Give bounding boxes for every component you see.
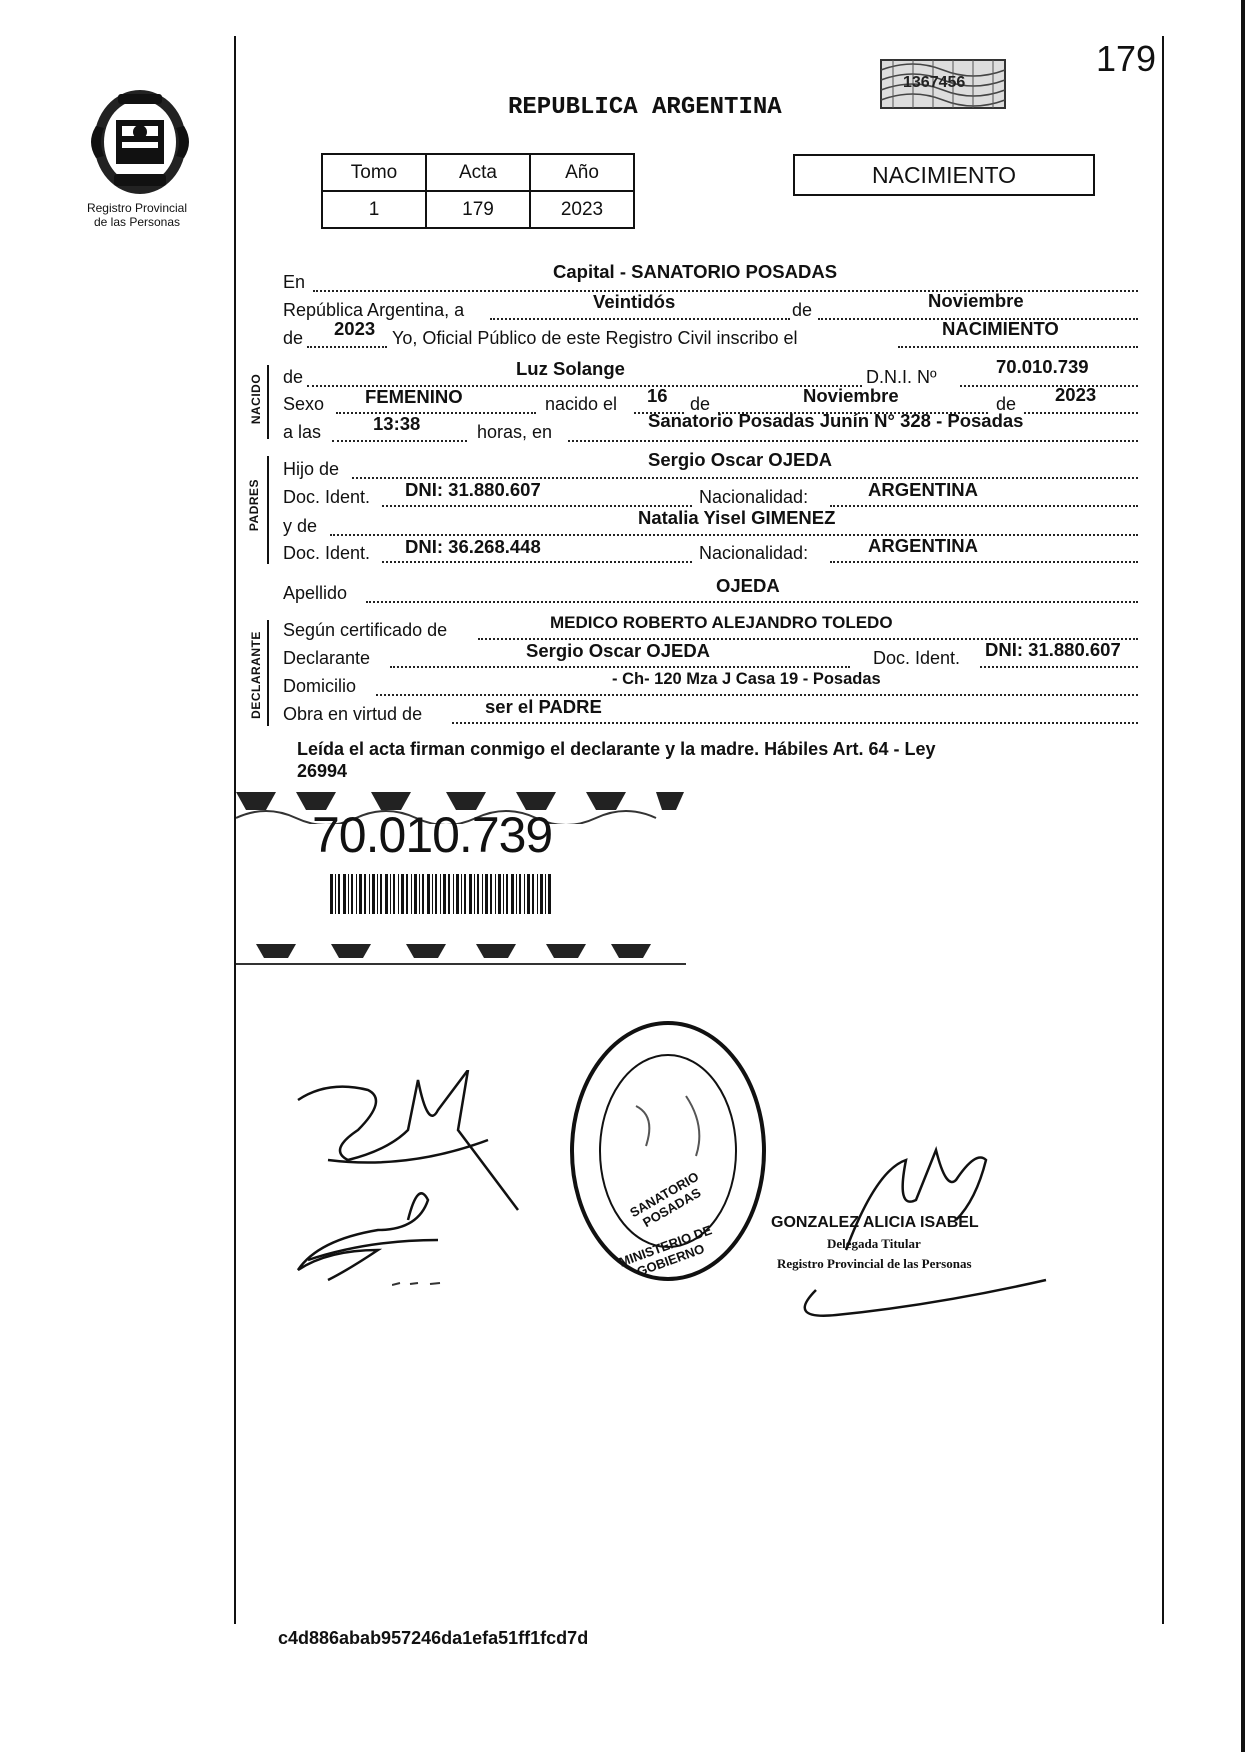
section-padres: PADRES <box>247 478 261 532</box>
acta-value: 179 <box>426 191 530 228</box>
value-en-virtud: ser el PADRE <box>485 696 602 717</box>
tomo-value: 1 <box>322 191 426 228</box>
dots <box>898 346 1138 348</box>
guilloche-band-icon <box>236 940 686 970</box>
value-hora: 13:38 <box>373 413 421 434</box>
closing-text-line2: 26994 <box>297 761 348 781</box>
dots <box>336 412 536 414</box>
value-sexo: FEMENINO <box>365 386 463 407</box>
label-dni: D.N.I. Nº <box>866 367 937 387</box>
label-yo-oficial: Yo, Oficial Público de este Registro Civil inscribo el <box>392 328 798 348</box>
pen-mark-icon <box>392 1279 452 1289</box>
section-declarante: DECLARANTE <box>249 631 263 719</box>
document-type-box: NACIMIENTO <box>793 154 1095 196</box>
dots <box>830 505 1138 507</box>
right-margin-line <box>1162 36 1164 1624</box>
anio-value: 2023 <box>530 191 634 228</box>
barcode <box>330 874 552 914</box>
province-shield-icon <box>86 86 194 198</box>
security-stamp <box>873 50 1013 114</box>
right-edge-line <box>1241 0 1245 1752</box>
label-republica: República Argentina, a <box>283 300 465 320</box>
value-acto: NACIMIENTO <box>942 318 1059 339</box>
value-dia-inscripcion: Veintidós <box>593 291 676 312</box>
label-de-anio: de <box>283 328 304 348</box>
label-y-de: y de <box>283 516 318 536</box>
label-sexo: Sexo <box>283 394 325 414</box>
section-nacido: NACIDO <box>249 373 263 425</box>
dots <box>1024 412 1138 414</box>
label-de-mes: de <box>792 300 813 320</box>
handwritten-signature-icon <box>288 1070 538 1290</box>
label-segun-certificado: Según certificado de <box>283 620 448 640</box>
value-lugar-nacimiento: Sanatorio Posadas Junín N° 328 - Posadas <box>648 410 1024 431</box>
label-nacionalidad1: Nacionalidad: <box>699 487 809 507</box>
label-declarante: Declarante <box>283 648 371 668</box>
big-id-number: 70.010.739 <box>312 807 553 863</box>
anio-header: Año <box>530 154 634 191</box>
value-domicilio: - Ch- 120 Mza J Casa 19 - Posadas <box>612 670 881 688</box>
dots <box>830 561 1138 563</box>
label-de-nombre: de <box>283 367 304 387</box>
province-logo <box>86 86 194 198</box>
dots <box>490 318 790 320</box>
seal-inner-text: SANATORIO POSADAS <box>627 1168 704 1231</box>
official-org: Registro Provincial de las Personas <box>777 1256 972 1271</box>
security-band-bottom <box>236 940 686 970</box>
value-lugar: Capital - SANATORIO POSADAS <box>553 261 838 282</box>
nacido-bracket <box>267 365 269 439</box>
value-mes-inscripcion: Noviembre <box>928 290 1024 311</box>
label-domicilio: Domicilio <box>283 676 357 696</box>
dots <box>960 385 1138 387</box>
value-padre-doc: DNI: 31.880.607 <box>405 479 541 500</box>
label-doc-ident3: Doc. Ident. <box>873 648 961 668</box>
label-doc-ident1: Doc. Ident. <box>283 487 371 507</box>
label-apellido: Apellido <box>283 583 348 603</box>
label-doc-ident2: Doc. Ident. <box>283 543 371 563</box>
stamp-number: 1367456 <box>903 74 966 91</box>
dots <box>366 601 1138 603</box>
page-number: 179 <box>1096 38 1157 79</box>
dots <box>568 440 1138 442</box>
dots <box>980 666 1138 668</box>
tomo-header: Tomo <box>322 154 426 191</box>
declarante-bracket <box>267 620 269 726</box>
registry-table <box>321 153 635 229</box>
official-seal <box>566 1016 770 1286</box>
value-nombre: Luz Solange <box>516 358 625 379</box>
dots <box>332 440 467 442</box>
acta-header: Acta <box>426 154 530 191</box>
signature-marks <box>392 1276 452 1286</box>
value-madre: Natalia Yisel GIMENEZ <box>638 507 836 528</box>
value-padre: Sergio Oscar OJEDA <box>648 449 833 470</box>
declarant-signature <box>288 1070 538 1290</box>
label-en: En <box>283 272 306 292</box>
value-apellido: OJEDA <box>716 575 780 596</box>
value-anio-nacimiento: 2023 <box>1055 384 1097 405</box>
official-title: Delegada Titular <box>827 1236 921 1251</box>
closing-text <box>297 738 936 782</box>
closing-text-line1: Leída el acta firman conmigo el declarante y la madre. Hábiles Art. 64 - Ley <box>297 739 936 759</box>
label-a-las: a las <box>283 422 322 442</box>
value-madre-doc: DNI: 36.268.448 <box>405 536 541 557</box>
dots <box>452 722 1138 724</box>
label-obra-en-virtud: Obra en virtud de <box>283 704 423 724</box>
official-name: GONZALEZ ALICIA ISABEL <box>771 1214 979 1231</box>
label-nacido-el: nacido el <box>545 394 618 414</box>
dots <box>307 346 387 348</box>
label-de-anio2: de <box>996 394 1017 414</box>
value-mes-nacimiento: Noviembre <box>803 385 899 406</box>
seal-bottom-text: MINISTERIO DE GOBIERNO <box>617 1222 714 1280</box>
label-hijo-de: Hijo de <box>283 459 340 479</box>
document-hash: c4d886abab957246da1efa51ff1fcd7d <box>278 1628 589 1648</box>
left-margin-line <box>234 36 236 1624</box>
value-declarante: Sergio Oscar OJEDA <box>526 640 711 661</box>
padres-bracket <box>267 456 269 564</box>
barcode-icon <box>330 874 552 914</box>
value-anio-inscripcion: 2023 <box>334 318 376 339</box>
label-de-dia: de <box>690 394 711 414</box>
logo-caption-line1: Registro Provincial <box>86 201 188 215</box>
value-padre-nacionalidad: ARGENTINA <box>868 479 978 500</box>
dots <box>382 561 692 563</box>
page-title: REPUBLICA ARGENTINA <box>508 94 782 121</box>
value-dia-nacimiento: 16 <box>647 385 668 406</box>
value-certificado: MEDICO ROBERTO ALEJANDRO TOLEDO <box>550 613 893 632</box>
value-declarante-doc: DNI: 31.880.607 <box>985 639 1121 660</box>
dots <box>390 666 850 668</box>
label-horas-en: horas, en <box>477 422 553 442</box>
seal-outer-text <box>566 1016 770 1025</box>
value-dni: 70.010.739 <box>996 356 1089 377</box>
logo-caption-line2: de las Personas <box>93 215 181 229</box>
value-madre-nacionalidad: ARGENTINA <box>868 535 978 556</box>
label-nacionalidad2: Nacionalidad: <box>699 543 809 563</box>
logo-caption <box>62 201 212 229</box>
